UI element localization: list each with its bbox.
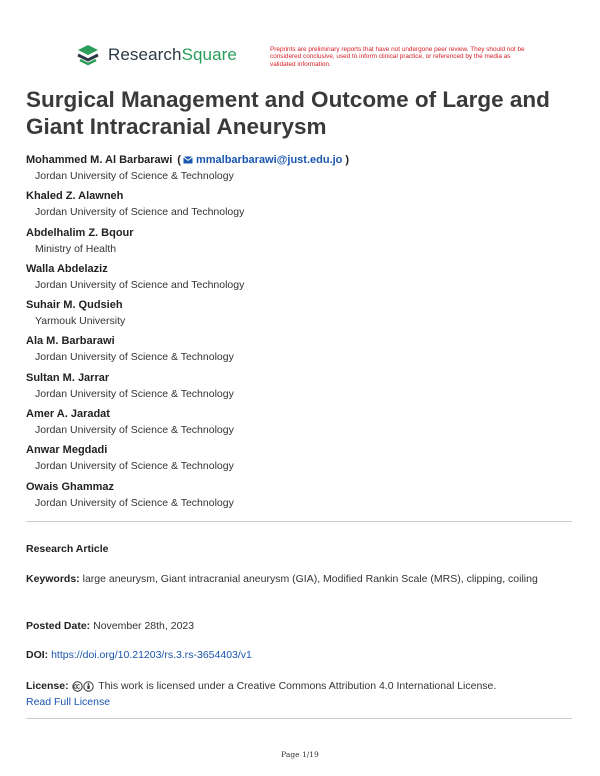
author-name: Owais Ghammaz: [26, 480, 115, 493]
author-affiliation: Ministry of Health: [35, 242, 117, 255]
author-affiliation: Yarmouk University: [35, 315, 126, 328]
author-name: Suhair M. Qudsieh: [26, 299, 123, 312]
page-number: Page 1/19: [281, 750, 319, 759]
author-name: Sultan M. Jarrar: [26, 371, 110, 384]
author-entry: [26, 370, 576, 406]
keywords-label: Keywords:: [26, 573, 80, 585]
posted-date-block: [26, 618, 576, 634]
author-entry: [26, 297, 576, 333]
author-affiliation: Jordan University of Science & Technology: [35, 424, 234, 437]
author-name: Amer A. Jaradat: [26, 408, 110, 421]
paren-open: (: [177, 154, 181, 166]
envelope-icon: [183, 156, 193, 164]
cc-icons: [72, 681, 96, 692]
keywords-block: [26, 571, 576, 587]
doi-label: DOI:: [26, 649, 49, 661]
research-square-logo-icon: [76, 44, 102, 66]
author-entry: [26, 188, 576, 224]
author-entry: [26, 225, 576, 261]
doi-link[interactable]: https://doi.org/10.21203/rs.3.rs-3654403/v1: [51, 649, 252, 661]
author-name: Khaled Z. Alawneh: [26, 190, 124, 203]
author-entry: [26, 333, 576, 369]
author-affiliation: Jordan University of Science & Technology: [35, 496, 234, 509]
license-block: [26, 678, 576, 710]
author-name: Abdelhalim Z. Bqour: [26, 226, 134, 239]
brand-name: ResearchSquare: [108, 45, 237, 64]
author-entry: [26, 261, 576, 297]
doi-block: [26, 647, 576, 663]
posted-date-label: Posted Date:: [26, 620, 91, 632]
author-entry: [26, 479, 576, 515]
author-name: Mohammed M. Al Barbarawi: [26, 154, 173, 166]
author-affiliation: Jordan University of Science and Technology: [35, 278, 245, 291]
author-entry: [26, 406, 576, 442]
paper-title: Surgical Management and Outcome of Large and Giant Intracranial Aneurysm: [26, 87, 550, 139]
article-type: Research Article: [26, 543, 109, 555]
author-affiliation: Jordan University of Science & Technology: [35, 170, 234, 182]
author-entry: [26, 152, 576, 188]
author-name: Walla Abdelaziz: [26, 262, 108, 275]
keywords-value: large aneurysm, Giant intracranial aneurysm (GIA), Modified Rankin Scale (MRS), clipping, coiling: [82, 573, 538, 585]
author-list: [26, 152, 576, 515]
brand-header: [76, 44, 237, 66]
creative-commons-by-icon: [72, 681, 96, 692]
read-full-license-link[interactable]: Read Full License: [26, 696, 111, 708]
corresponding-email-link[interactable]: [183, 152, 342, 168]
section-divider: [26, 521, 572, 522]
section-divider: [26, 718, 572, 719]
author-name: Anwar Megdadi: [26, 444, 108, 457]
author-affiliation: Jordan University of Science & Technology: [35, 387, 234, 400]
author-affiliation: Jordan University of Science & Technology: [35, 460, 234, 473]
paren-close: ): [345, 154, 350, 166]
posted-date-value: November 28th, 2023: [93, 620, 195, 632]
license-label: License:: [26, 680, 69, 692]
author-affiliation: Jordan University of Science & Technology: [35, 351, 234, 364]
preprint-disclaimer: Preprints are preliminary reports that have not undergone peer review. They should not be considered conclusive, used to inform clinical practice, or referenced by the media as validated information.: [270, 46, 525, 68]
author-affiliation: Jordan University of Science and Technology: [35, 206, 245, 219]
email-text: mmalbarbarawi@just.edu.jo: [195, 154, 343, 166]
license-text: This work is licensed under a Creative Commons Attribution 4.0 International License.: [98, 680, 497, 692]
author-entry: [26, 442, 576, 478]
author-name: Ala M. Barbarawi: [26, 335, 115, 348]
